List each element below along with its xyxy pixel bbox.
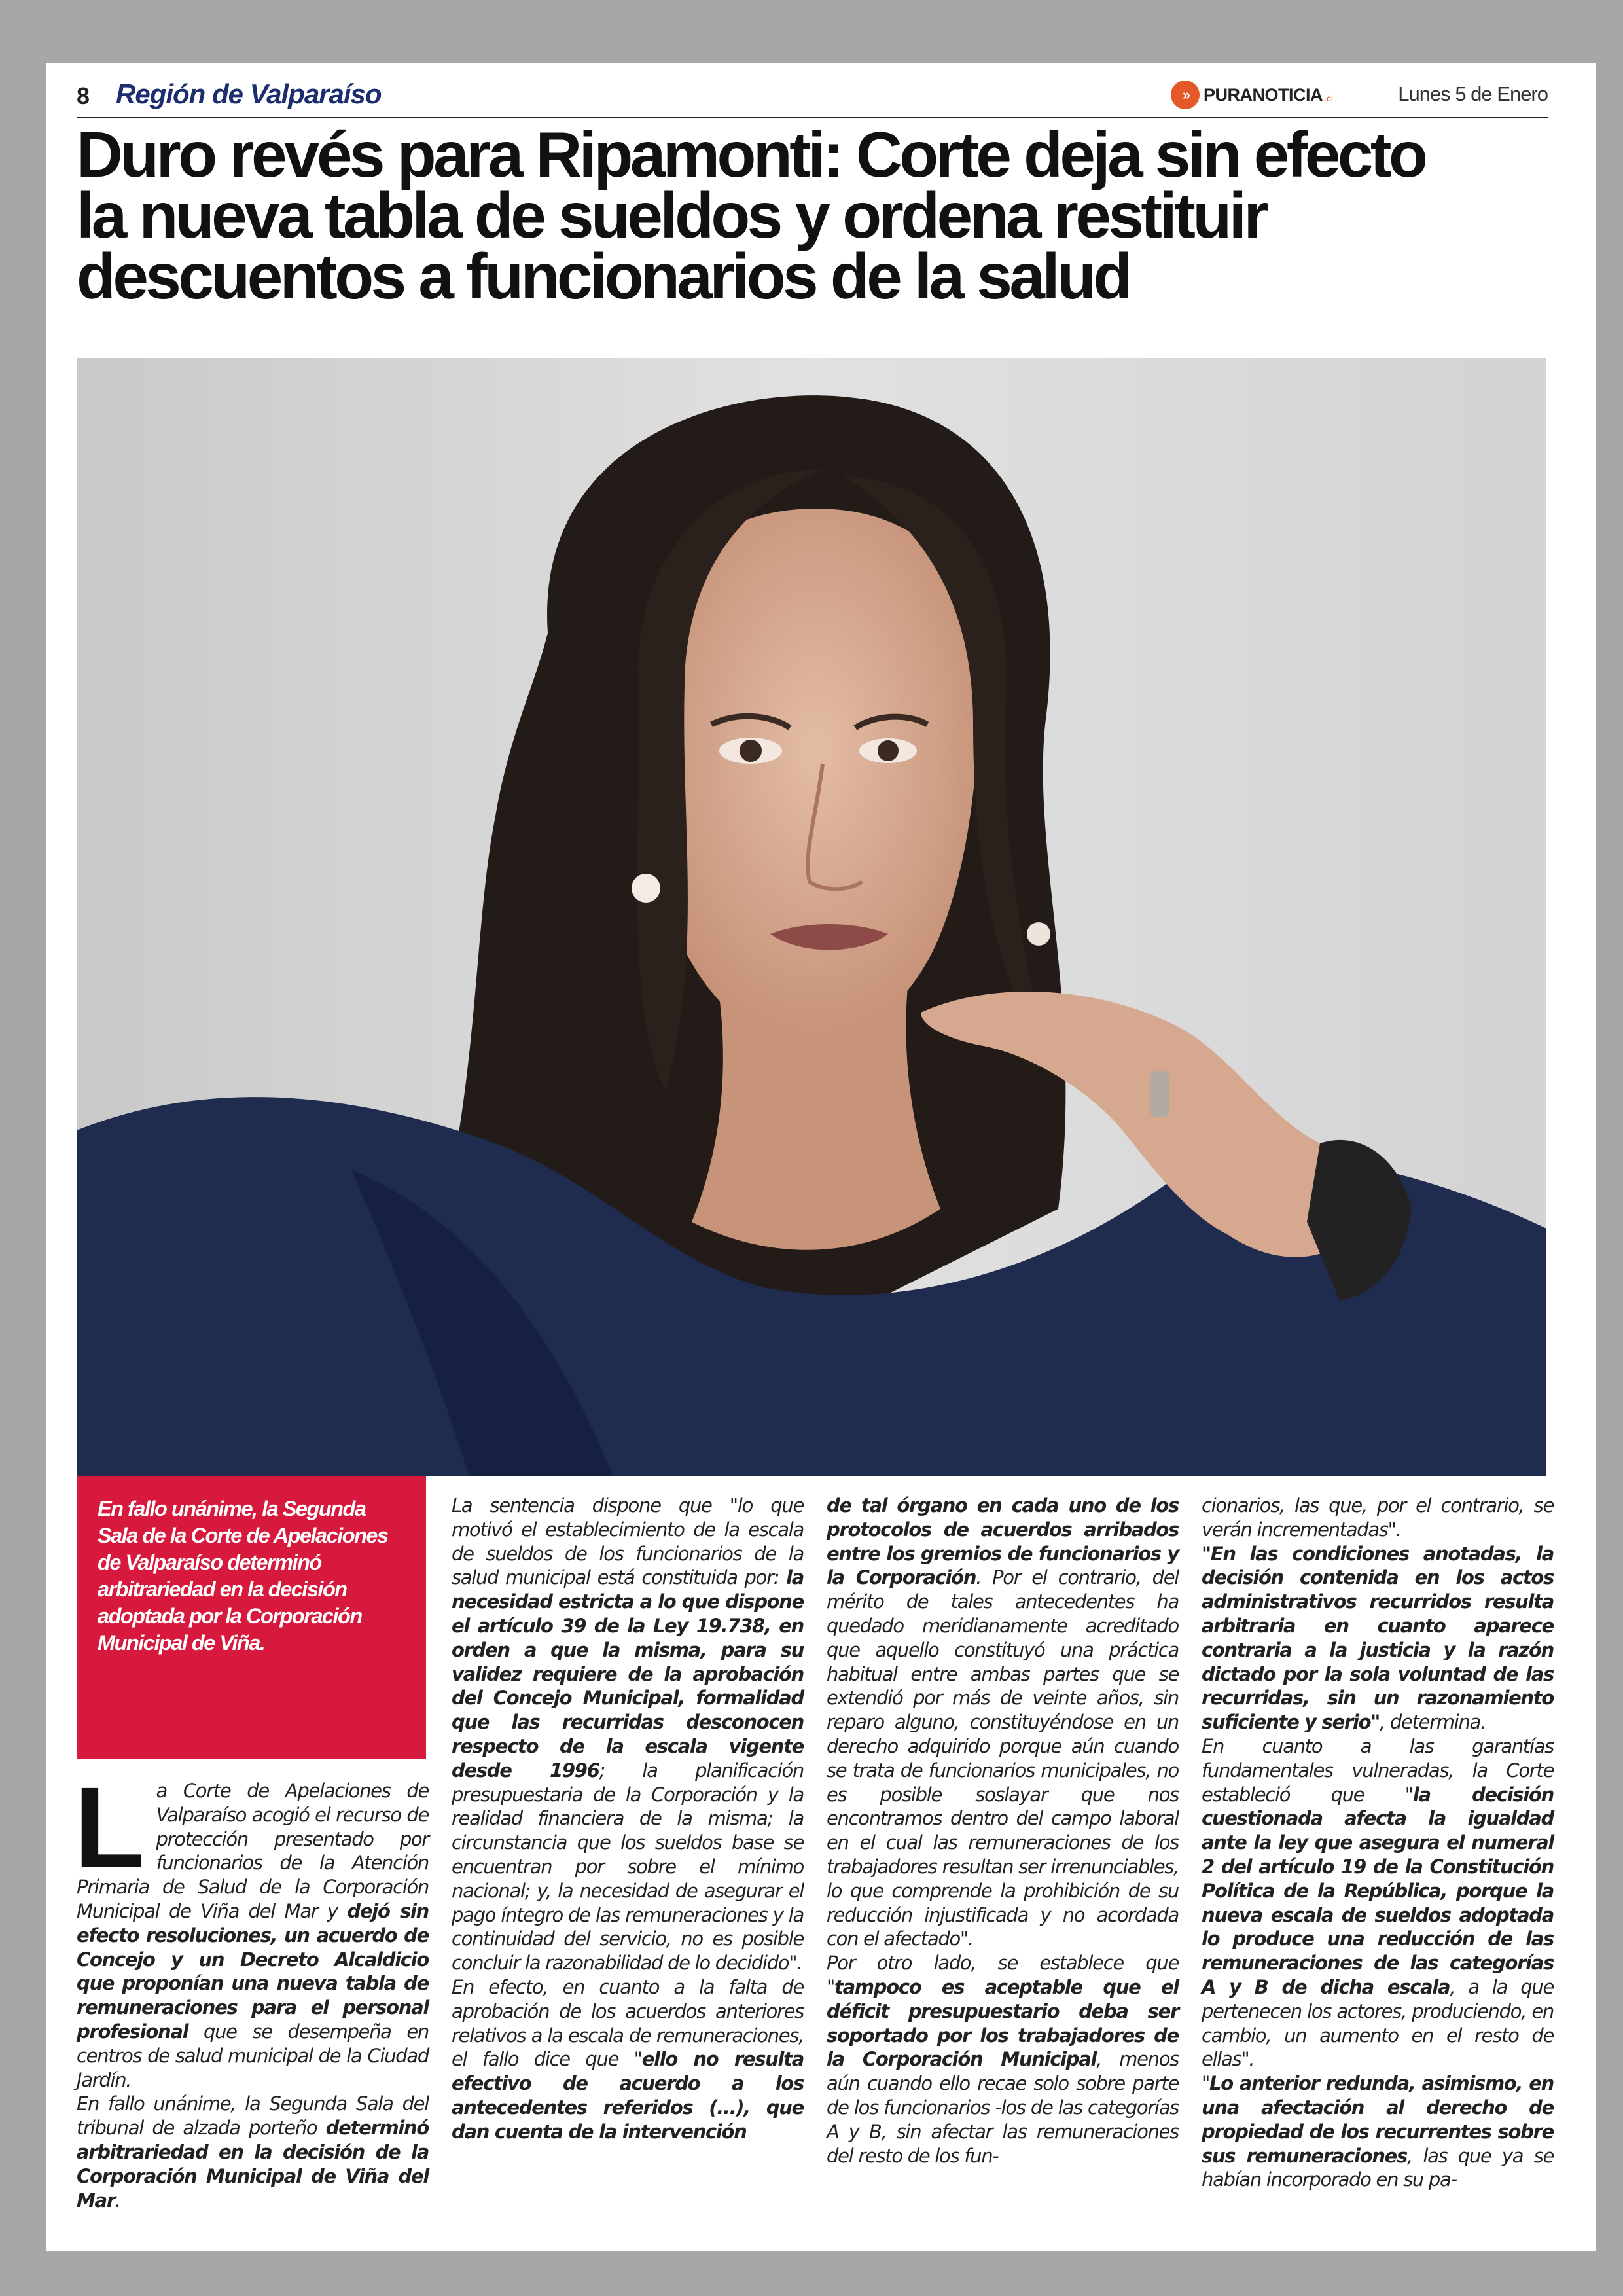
text-run: que se desempeña en centros de salud municipal de la Ciudad Jardín. bbox=[77, 2020, 429, 2091]
brand-arrow-icon: » bbox=[1171, 81, 1200, 109]
article-column-4 bbox=[1202, 1494, 1554, 2192]
article-column-4-text bbox=[1202, 1494, 1554, 2192]
article-column-2-text bbox=[452, 1494, 804, 2144]
bold-text-run: tampoco es aceptable que el déficit presupuestario deba ser soportado por los trabajadores de la Corporación Municipal bbox=[827, 1975, 1179, 2071]
text-run: En efecto, en cuanto a la falta de aprobación de los acuerdos anteriores relativos a la escala de remuneraciones, el fallo dice que " bbox=[452, 1975, 804, 2071]
portrait-photo bbox=[77, 358, 1546, 1476]
bold-text-run: "En las condiciones anotadas, la decisión contenida en los actos administrativos recurridos resulta arbitraria en cuanto aparece contraria a la justicia y la razón dictado por la sola voluntad de las recurridas, sin un razonamiento suficiente y serio" bbox=[1202, 1542, 1554, 1734]
pull-quote-text: En fallo unánime, la Segunda Sala de la Corte de Apelaciones de Valparaíso determinó arbitrariedad en la decisión adoptada por la Corporación Municipal de Viña. bbox=[98, 1497, 388, 1655]
text-run: a Corte de Apelaciones de Valparaíso acogió el recurso de protección presentado por funcionarios de la Atención Primaria de Salud de la Corporación Municipal de Viña del Mar y bbox=[77, 1780, 429, 1922]
text-run: La sentencia dispone que "lo que motivó el establecimiento de la escala de sueldos de los funcionarios de la salud municipal está constituida por: bbox=[452, 1494, 804, 1589]
headline bbox=[77, 118, 1556, 312]
brand-name: PURANOTICIA bbox=[1204, 84, 1323, 105]
brand-logo bbox=[1171, 80, 1333, 110]
bold-text-run: determinó arbitrariedad en la decisión de la Corporación Municipal de Viña del Mar bbox=[77, 2117, 429, 2212]
drop-cap: L bbox=[74, 1764, 145, 1892]
portrait-photo-icon bbox=[77, 358, 1546, 1476]
issue-date: Lunes 5 de Enero bbox=[1398, 82, 1548, 105]
text-run: cionarios, las que, por el contrario, se verán incrementadas". bbox=[1202, 1494, 1554, 1541]
bold-text-run: de tal órgano en cada uno de los protocolos de acuerdos arribados entre los gremios de funcionarios y la Corporación bbox=[827, 1494, 1179, 1589]
section-title: Región de Valparaíso bbox=[116, 79, 382, 109]
article-column-3 bbox=[827, 1494, 1179, 2168]
bold-text-run: Lo anterior redunda, asimismo, en una afectación al derecho de propiedad de los recurrentes sobre sus remuneraciones bbox=[1202, 2072, 1554, 2167]
pull-quote-box bbox=[77, 1476, 426, 1759]
brand-suffix: .cl bbox=[1324, 93, 1333, 103]
text-run: , determina. bbox=[1380, 1711, 1486, 1734]
text-run: . Por el contrario, del mérito de tales antecedentes ha quedado meridianamente acreditado que aquello constituyó una práctica habitual entre ambas partes que se extendió por más de veinte años, sin reparo alguno, constituyéndose en un derecho adquirido porque aún cuando se trata de funcionarios municipales, no es posible soslayar que nos encontramos dentro del campo laboral en el cual las remuneraciones de los trabajadores resultan ser irrenunciables, lo que comprende la prohibición de su reducción injustificada y no acordada con el afectado". bbox=[827, 1566, 1179, 1950]
bold-text-run: la decisión cuestionada afecta la igualdad ante la ley que asegura el numeral 2 del artículo 19 de la Constitución Política de la República, porque la nueva escala de sueldos adoptada lo produce una reducción de las remuneraciones de las categorías A y B de dicha escala bbox=[1202, 1783, 1554, 1998]
article-column-1 bbox=[74, 1764, 429, 2212]
article-column-3-text bbox=[827, 1494, 1179, 2168]
bold-text-run: dejó sin efecto resoluciones, un acuerdo de Concejo y un Decreto Alcaldicio que proponían una nueva tabla de remuneraciones para el personal profesional bbox=[77, 1899, 429, 2043]
page-number: 8 bbox=[77, 82, 90, 109]
headline-line-1: Duro revés para Ripamonti: Corte deja sin efecto bbox=[77, 118, 1425, 190]
bold-text-run: la necesidad estricta a lo que dispone el artículo 39 de la Ley 19.738, en orden a que la misma, para su validez requiere de la aprobación del Concejo Municipal, formalidad que las recurridas desconocen respecto de la escala vigente desde 1996 bbox=[452, 1566, 804, 1782]
text-run: ; la planificación presupuestaria de la Corporación y la realidad financiera de la misma; la circunstancia que los sueldos base se encuentran por sobre el mínimo nacional; y, la necesidad de asegurar el pago íntegro de las remuneraciones y la continuidad del servicio, no es posible concluir la razonabilidad de lo decidido". bbox=[452, 1759, 804, 1975]
text-run: " bbox=[1202, 2072, 1210, 2095]
text-run: , a la que pertenecen los actores, produciendo, en cambio, un aumento en el resto de ellas". bbox=[1202, 1975, 1554, 2071]
text-run: Por otro lado, se establece que " bbox=[827, 1952, 1179, 1998]
text-run: , las que ya se habían incorporado en su pa- bbox=[1202, 2144, 1554, 2191]
text-run: En cuanto a las garantías fundamentales vulneradas, la Corte estableció que " bbox=[1202, 1734, 1554, 1806]
headline-line-3: descuentos a funcionarios de la salud bbox=[77, 240, 1130, 312]
text-run: , menos aún cuando ello recae solo sobre parte de los funcionarios -los de las categorías A y B, sin afectar las remuneraciones del resto de los fun- bbox=[827, 2048, 1179, 2167]
text-run: . bbox=[115, 2189, 120, 2212]
page-header bbox=[77, 73, 1548, 118]
article-column-2 bbox=[452, 1494, 804, 2144]
bold-text-run: ello no resulta efectivo de acuerdo a los antecedentes referidos (...), que dan cuenta de la intervención bbox=[452, 2048, 804, 2143]
headline-line-2: la nueva tabla de sueldos y ordena restituir bbox=[77, 179, 1266, 251]
text-run: En fallo unánime, la Segunda Sala del tribunal de alzada porteño bbox=[77, 2092, 429, 2140]
